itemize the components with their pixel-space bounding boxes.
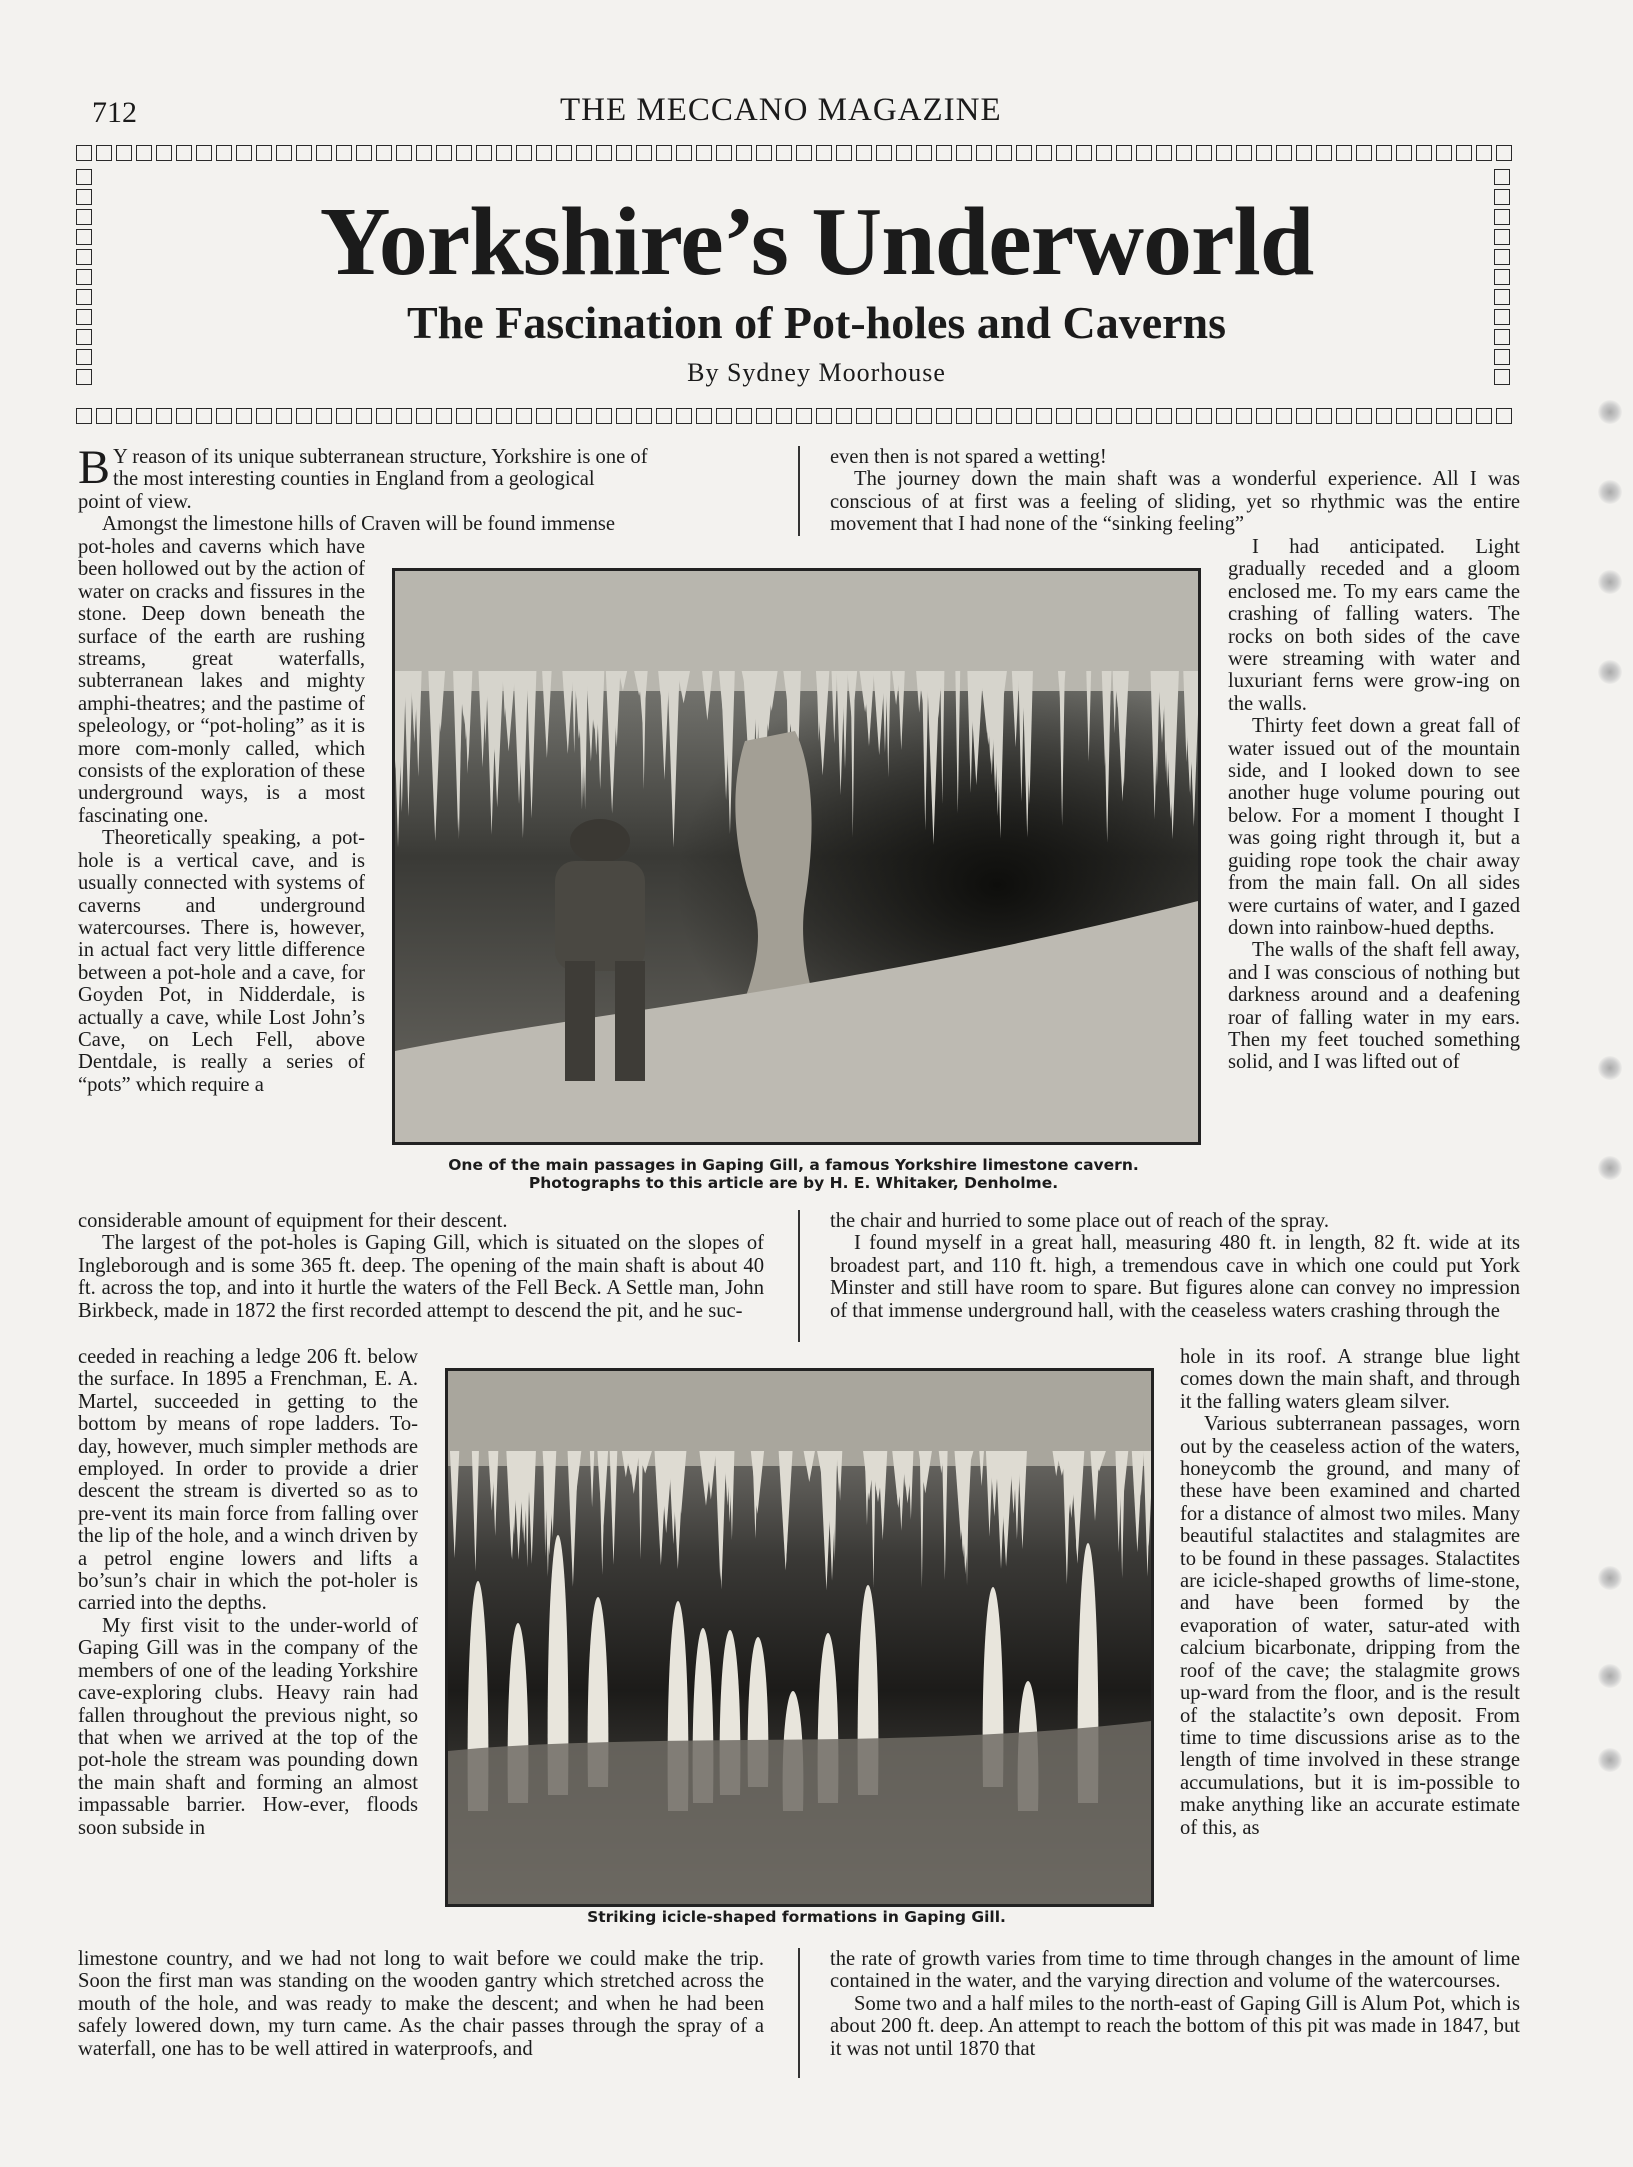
border-square <box>236 408 252 424</box>
border-square <box>676 145 692 161</box>
border-square <box>196 408 212 424</box>
border-square <box>1376 145 1392 161</box>
border-square <box>1216 408 1232 424</box>
binder-mark <box>1598 400 1622 424</box>
photo-cavern-passage <box>392 568 1201 1145</box>
border-square <box>96 408 112 424</box>
border-square <box>396 145 412 161</box>
border-square <box>996 408 1012 424</box>
border-square <box>1476 408 1492 424</box>
paragraph-light: I had anticipated. Light gradually receded and a gloom enclosed me. To my ears came the crashing of falling waters. The rocks on both sides of the cave were streaming with water and luxuriant ferns were grow-ing on the walls. <box>1228 536 1520 715</box>
border-square <box>1256 408 1272 424</box>
border-square <box>136 145 152 161</box>
border-square <box>296 408 312 424</box>
border-square <box>916 408 932 424</box>
border-square <box>296 145 312 161</box>
border-square <box>256 408 272 424</box>
magazine-title: THE MECCANO MAGAZINE <box>560 92 1002 128</box>
article-byline: By Sydney Moorhouse <box>687 358 946 387</box>
border-square <box>416 408 432 424</box>
border-square <box>1036 408 1052 424</box>
border-square <box>776 145 792 161</box>
border-square <box>176 408 192 424</box>
border-square <box>216 145 232 161</box>
column-rule <box>798 1948 800 2078</box>
border-square <box>1036 145 1052 161</box>
paragraph-thirty-feet: Thirty feet down a great fall of water issued out of the mountain side, and I looked down to see another huge volume pouring out below. For a moment I thought I was going right through it, but a guiding rope took the chair away from the main fall. On all sides were curtains of water, and I gazed down into rainbow-hued depths. <box>1228 715 1520 939</box>
border-square <box>736 145 752 161</box>
border-square <box>796 408 812 424</box>
border-square <box>476 145 492 161</box>
left-column-bottom <box>78 1948 764 2060</box>
border-square <box>516 145 532 161</box>
border-square <box>1196 408 1212 424</box>
border-square <box>616 145 632 161</box>
border-square <box>836 145 852 161</box>
border-square <box>496 145 512 161</box>
page-number: 712 <box>92 96 137 129</box>
left-column-mid <box>78 1210 764 1322</box>
border-square <box>436 145 452 161</box>
border-square <box>576 408 592 424</box>
border-square <box>576 145 592 161</box>
border-square <box>1136 408 1152 424</box>
border-square <box>1296 408 1312 424</box>
paragraph-equipment: considerable amount of equipment for their descent. <box>78 1210 508 1232</box>
article-subtitle: The Fascination of Pot-holes and Caverns <box>406 297 1227 348</box>
border-square <box>716 145 732 161</box>
paragraph-intro-end: point of view. <box>78 490 192 513</box>
border-square <box>1076 145 1092 161</box>
border-square <box>1276 408 1292 424</box>
photo1-caption: One of the main passages in Gaping Gill, a famous Yorkshire limestone cavern. Photographs to this article are by H. E. Whitaker, Denholme. <box>448 1156 1139 1192</box>
border-square <box>116 408 132 424</box>
border-square <box>1096 145 1112 161</box>
photo-icicle-formations-image <box>448 1371 1151 1904</box>
paragraph-growth-rate: the rate of growth varies from time to time through changes in the amount of lime contained in the water, and the varying direction and volume of the watercourses. <box>830 1948 1520 1993</box>
border-square <box>556 408 572 424</box>
paragraph-alum-pot: Some two and a half miles to the north-east of Gaping Gill is Alum Pot, which is about 200 ft. deep. An attempt to reach the bottom of this pit was made in 1847, but it was not until 1870 that <box>830 1992 1520 2060</box>
border-square <box>1356 145 1372 161</box>
binder-mark <box>1598 1056 1622 1080</box>
border-square <box>1356 408 1372 424</box>
border-square <box>716 408 732 424</box>
border-square <box>96 145 112 161</box>
border-square <box>1316 408 1332 424</box>
border-square <box>1316 145 1332 161</box>
border-square <box>336 408 352 424</box>
binder-mark <box>1598 480 1622 504</box>
border-square <box>1276 145 1292 161</box>
border-square <box>736 408 752 424</box>
column-rule <box>798 1210 800 1342</box>
border-square <box>1396 145 1412 161</box>
border-square <box>876 145 892 161</box>
border-square <box>756 408 772 424</box>
paragraph-first-visit: My first visit to the under-world of Gaping Gill was in the company of the members of one of the leading Yorkshire cave-exploring clubs. Heavy rain had fallen throughout the previous night, so that when we arrived at the top of the pot-hole the stream was pounding down the main shaft and forming an almost impassable barrier. How-ever, floods soon subside in <box>78 1614 418 1839</box>
border-square <box>976 145 992 161</box>
border-square <box>596 408 612 424</box>
border-square <box>516 408 532 424</box>
border-square <box>1016 408 1032 424</box>
paragraph-wetting: even then is not spared a wetting! <box>830 446 1107 468</box>
border-square <box>1116 145 1132 161</box>
border-square <box>1456 408 1472 424</box>
border-square <box>316 145 332 161</box>
right-column-mid <box>830 1210 1520 1322</box>
border-square <box>1496 145 1512 161</box>
border-square <box>816 145 832 161</box>
paragraph-craven: Amongst the limestone hills of Craven will be found immense <box>102 513 616 536</box>
right-column-bottom <box>830 1948 1520 2060</box>
border-square <box>936 145 952 161</box>
right-column-top <box>830 446 1520 536</box>
border-square <box>856 145 872 161</box>
left-column-narrow-a <box>78 536 365 1096</box>
border-square <box>136 408 152 424</box>
binder-mark <box>1598 1156 1622 1180</box>
border-square <box>936 408 952 424</box>
paragraph-blue-light: hole in its roof. A strange blue light comes down the main shaft, and through it the falling waters gleam silver. <box>1180 1346 1520 1413</box>
border-square <box>556 145 572 161</box>
border-square <box>376 145 392 161</box>
border-square <box>1496 408 1512 424</box>
border-square <box>456 145 472 161</box>
border-square <box>696 145 712 161</box>
border-square <box>1456 145 1472 161</box>
photo2-caption: Striking icicle-shaped formations in Gaping Gill. <box>587 1908 1006 1926</box>
paragraph-gaping-gill: The largest of the pot-holes is Gaping Gill, which is situated on the slopes of Ingleborough and is some 365 ft. deep. The opening of the main shaft is about 40 ft. across the top, and into it hurtle the waters of the Fell Beck. A Settle man, John Birkbeck, made in 1872 the first recorded attempt to descend the pit, and he suc- <box>78 1232 764 1322</box>
column-rule <box>798 446 800 536</box>
border-square <box>1096 408 1112 424</box>
border-square <box>276 408 292 424</box>
border-square <box>856 408 872 424</box>
border-square <box>696 408 712 424</box>
border-square <box>1336 145 1352 161</box>
border-square <box>896 145 912 161</box>
border-square <box>756 145 772 161</box>
photo-cavern-passage-image <box>395 571 1198 1142</box>
border-square <box>816 408 832 424</box>
border-square <box>276 145 292 161</box>
border-square <box>1336 408 1352 424</box>
border-square <box>1016 145 1032 161</box>
paragraph-walls: The walls of the shaft fell away, and I was conscious of nothing but darkness around and a deafening roar of falling water in my ears. Then my feet touched something solid, and I was lifted out of <box>1228 939 1520 1074</box>
border-square <box>1156 145 1172 161</box>
paragraph-great-hall: I found myself in a great hall, measuring 480 ft. in length, 82 ft. wide at its broadest part, and 110 ft. high, a tremendous cave in which one could put York Minster and still have room to spare. But figures alone can convey no impression of that immense underground hall, with the ceaseless waters crashing through the <box>830 1232 1520 1322</box>
border-square <box>396 408 412 424</box>
border-square <box>876 408 892 424</box>
border-square <box>436 408 452 424</box>
binder-mark <box>1598 1566 1622 1590</box>
border-square <box>356 145 372 161</box>
drop-cap: B <box>78 441 111 494</box>
border-square <box>996 145 1012 161</box>
border-square <box>356 408 372 424</box>
border-square <box>76 408 92 424</box>
border-square <box>656 408 672 424</box>
border-square <box>256 145 272 161</box>
binder-mark <box>1598 1748 1622 1772</box>
left-column-narrow-b <box>78 1346 418 1839</box>
border-square <box>316 408 332 424</box>
border-square <box>336 145 352 161</box>
border-square <box>536 408 552 424</box>
border-square <box>116 145 132 161</box>
border-square <box>1416 145 1432 161</box>
border-square <box>236 145 252 161</box>
border-square <box>1076 408 1092 424</box>
border-square <box>836 408 852 424</box>
border-top <box>76 145 1520 165</box>
paragraph-martel: ceeded in reaching a ledge 206 ft. below the surface. In 1895 a Frenchman, E. A. Martel, succeeded in getting to the bottom by means of rope ladders. To-day, however, much simpler methods are employed. In order to provide a drier descent the stream is diverted so as to pre-vent its main force from falling over the lip of the hole, and a winch driven by a petrol engine lowers and lifts a bo’sun’s chair in which the pot-holer is carried into the depths. <box>78 1346 418 1615</box>
border-square <box>1176 145 1192 161</box>
photo-icicle-formations <box>445 1368 1154 1907</box>
border-square <box>896 408 912 424</box>
right-column-narrow-a <box>1228 536 1520 1074</box>
border-square <box>1396 408 1412 424</box>
border-square <box>1296 145 1312 161</box>
border-square <box>1216 145 1232 161</box>
paragraph-potholes: pot-holes and caverns which have been hollowed out by the action of water on cracks and fissures in the stone. Deep down beneath the surface of the earth are rushing streams, great waterfalls, subterranean lakes and mighty amphi-theatres; and the pastime of speleology, or “pot-holing” as it is more com-monly called, which consists of the exploration of these underground ways, is a most fascinating one. <box>78 536 365 827</box>
border-square <box>216 408 232 424</box>
right-column-narrow-b <box>1180 1346 1520 1839</box>
border-square <box>1156 408 1172 424</box>
border-square <box>636 145 652 161</box>
border-square <box>596 145 612 161</box>
border-square <box>1376 408 1392 424</box>
border-square <box>1236 408 1252 424</box>
binder-mark <box>1598 660 1622 684</box>
paragraph-descent: limestone country, and we had not long to wait before we could make the trip. Soon the first man was standing on the wooden gantry which stretched across the mouth of the hole, and was ready to make the descent; and when he had been safely lowered down, my turn came. As the chair passes through the spray of a waterfall, one has to be well attired in waterproofs, and <box>78 1948 764 2060</box>
paragraph-journey: The journey down the main shaft was a wonderful experience. All I was conscious of at first was a feeling of sliding, yet so rhythmic was the entire movement that I had none of the “sinking feeling” <box>830 468 1520 536</box>
border-square <box>1196 145 1212 161</box>
border-square <box>156 145 172 161</box>
border-square <box>496 408 512 424</box>
border-square <box>676 408 692 424</box>
border-square <box>176 145 192 161</box>
border-square <box>1116 408 1132 424</box>
border-square <box>376 408 392 424</box>
border-square <box>1256 145 1272 161</box>
border-square <box>976 408 992 424</box>
left-column-top <box>78 441 764 536</box>
border-square <box>956 408 972 424</box>
border-square <box>1176 408 1192 424</box>
border-square <box>796 145 812 161</box>
border-square <box>1476 145 1492 161</box>
border-square <box>1136 145 1152 161</box>
border-square <box>536 145 552 161</box>
border-square <box>196 145 212 161</box>
border-square <box>956 145 972 161</box>
border-square <box>616 408 632 424</box>
paragraph-intro: Y reason of its unique subterranean structure, Yorkshire is one of the most interesting counties in England from a geological <box>113 446 648 491</box>
border-square <box>656 145 672 161</box>
border-square <box>1056 408 1072 424</box>
border-square <box>1494 169 1510 185</box>
border-square <box>476 408 492 424</box>
paragraph-theory: Theoretically speaking, a pot-hole is a vertical cave, and is usually connected with systems of caverns and underground watercourses. There is, however, in actual fact very little difference between a pot-hole and a cave, for Goyden Pot, in Nidderdale, is actually a cave, while Lost John’s Cave, on Lech Fell, above Dentdale, is really a series of “pots” which require a <box>78 827 365 1096</box>
border-bottom <box>76 408 1520 428</box>
border-square <box>156 408 172 424</box>
border-square <box>1436 145 1452 161</box>
border-square <box>1236 145 1252 161</box>
border-square <box>76 145 92 161</box>
article-title: Yorkshire’s Underworld <box>319 188 1314 296</box>
border-square <box>916 145 932 161</box>
border-square <box>1416 408 1432 424</box>
paragraph-chair: the chair and hurried to some place out of reach of the spray. <box>830 1210 1330 1232</box>
border-square <box>1436 408 1452 424</box>
border-square <box>636 408 652 424</box>
border-square <box>416 145 432 161</box>
binder-mark <box>1598 570 1622 594</box>
border-square <box>1056 145 1072 161</box>
border-square <box>776 408 792 424</box>
border-square <box>76 169 92 185</box>
border-square <box>456 408 472 424</box>
binder-mark <box>1598 1664 1622 1688</box>
paragraph-stalactites: Various subterranean passages, worn out by the ceaseless action of the waters, honeycomb the ground, and many of these have been examined and charted for a distance of almost two miles. Many beautiful stalactites and stalagmites are to be found in these passages. Stalactites are icicle-shaped growths of lime-stone, and have been formed by the evaporation of water, satur-ated with calcium bicarbonate, dripping from the roof of the cave; the stalagmite grows up-ward from the floor, and is the result of the stalactite’s own deposit. From time to time discussions arise as to the length of time involved in these strange accumulations, but it is im-possible to make anything like an accurate estimate of this, as <box>1180 1413 1520 1839</box>
